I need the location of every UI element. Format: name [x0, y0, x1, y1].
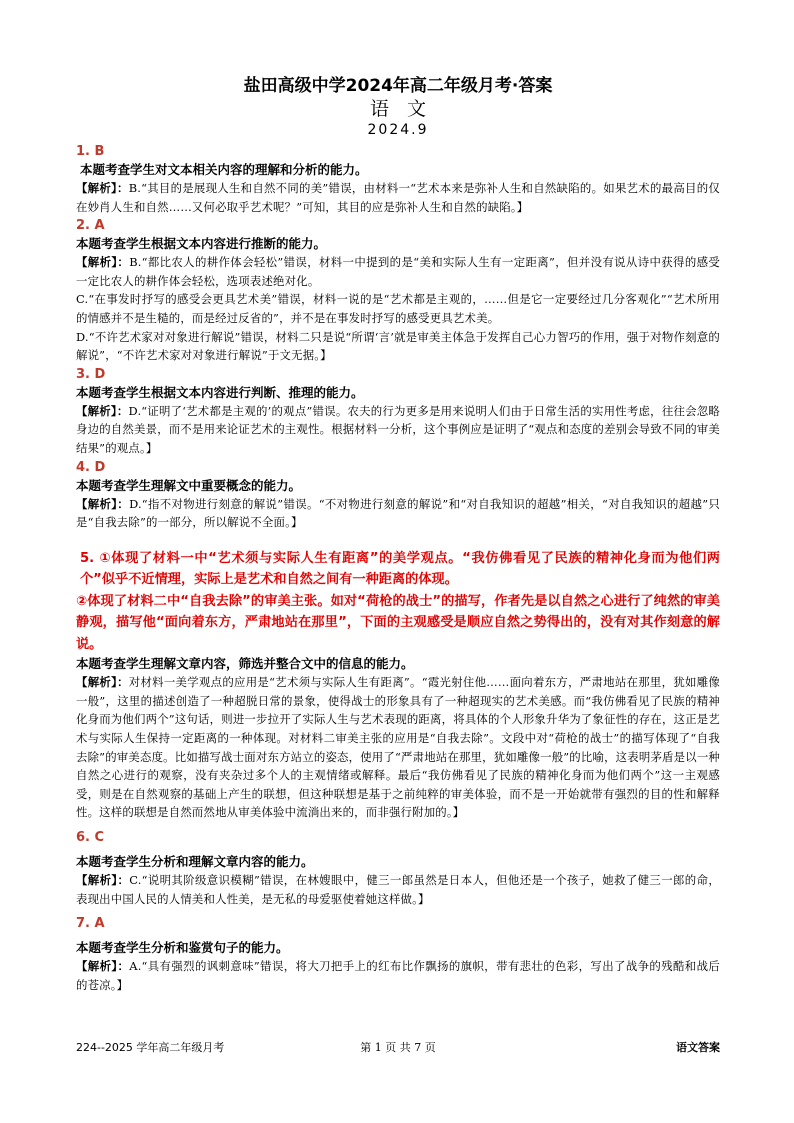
explanation: [76, 402, 720, 458]
explanation-tag: 【解析】：: [76, 255, 130, 270]
explanation-text: D.“证明了‘艺术都是主观的’的观点”错误。农夫的行为更多是用来说明人们由于日常生活的实用性考虑，往往会忽略身边的自然美景，而不是用来论证艺术的主观性。根据材料一分析，这个事例应是证明了“观点和态度的差别会导致不同的审美结果”的观点。】: [76, 403, 720, 455]
answer-5: [76, 548, 720, 656]
question-number: 2. A: [76, 218, 105, 234]
ability-statement: 本题考查学生理解文章内容，筛选并整合文中的信息的能力。: [76, 656, 414, 672]
explanation: [76, 673, 720, 822]
explanation: [76, 179, 720, 216]
subject-label: 语文: [369, 98, 444, 120]
question-4: [76, 458, 720, 532]
answer-page: [76, 72, 720, 994]
answer-5-point-2: ②体现了材料二中“自我去除”的审美主张。如对“荷枪的战士”的描写，作者先是以自然之心进行了纯然的审美静观，描写他“面向着东方，严肃地站在那里”，下面的主观感受是顺应自然之势得出的，没有对其作刻意的解说。: [76, 593, 720, 652]
question-1: [76, 142, 720, 216]
explanation: [76, 253, 720, 290]
explanation: [76, 871, 720, 908]
explanation-text: B.“其目的是展现人生和自然不同的美”错误，由材料一“艺术本来是弥补人生和自然缺陷的。如果艺术的最高目的仅在妙肖人生和自然……又何必取乎艺术呢？”可知，其目的应是弥补人生和自然的缺陷。】: [76, 181, 720, 214]
question-7: [76, 914, 720, 994]
explanation: [76, 495, 720, 532]
ability-statement: 本题考查学生根据文本内容进行判断、推理的能力。: [76, 384, 364, 400]
ability-statement: 本题考查学生分析和鉴赏句子的能力。: [76, 940, 289, 956]
footer-subject: 语文答案: [676, 1041, 720, 1054]
explanation-tag: 【解析】：: [76, 872, 130, 887]
question-number: 6. C: [76, 829, 105, 845]
footer-exam-name: 224--2025 学年高二年级月考: [76, 1041, 225, 1054]
explanation-option-d: D.“不许艺术家对对象进行解说”错误，材料二只是说“所谓‘言’就是审美主体急于发挥自己心力智巧的作用，强于对物作刻意的解说”，“不许艺术家对对象进行解说”于文无据。】: [76, 329, 720, 363]
question-3: [76, 365, 720, 458]
ability-statement: 本题考查学生理解文中重要概念的能力。: [76, 477, 302, 493]
exam-date: 2024.9: [367, 122, 429, 138]
explanation: [76, 957, 720, 994]
question-number: 4. D: [76, 459, 106, 475]
explanation-text: C.“说明其阶级意识模糊”错误，在林嫂眼中，健三一郎虽然是日本人，但他还是一个孩子，她救了健三一郎的命，表现出中国人民的人情美和人性美，是无私的母爱驱使着她这样做。】: [76, 872, 720, 906]
explanation-option-c: C.“在事发时抒写的感受会更具艺术美”错误，材料一说的是“艺术都是主观的，……但是它一定要经过几分客观化”“艺术所用的情感并不是生糙的，而是经过反省的”，并不是在事发时抒写的感受更具艺术美。: [76, 292, 720, 325]
explanation-tag: 【解析】：: [76, 181, 129, 195]
footer-page-number: 第 1 页 共 7 页: [360, 1041, 436, 1054]
explanation-text: B.“都比农人的耕作体会轻松”错误，材料一中提到的是“美和实际人生有一定距离”，但并没有说从诗中获得的感受一定比农人的耕作体会轻松，选项表述绝对化。: [76, 255, 720, 288]
explanation-text: A.“具有强烈的讽刺意味”错误，将大刀把手上的红布比作飘扬的旗帜，带有悲壮的色彩，写出了战争的残酷和战后的苍凉。】: [76, 959, 720, 992]
question-5: [76, 548, 720, 822]
explanation-text: 对材料一美学观点的应用是“艺术须与实际人生有距离”。“霞光射住他……面向着东方，严肃地站在那里，犹如雕像一般”，这里的描述创造了一种超脱日常的景象，使得战士的形象具有了一种超现实的艺术美感。而“我仿佛看见了民族的精神化身而为他们两个”这句话，则进一步拉开了实际人生与艺术表现的距离，将具体的个人形象升华为了象征性的存在，这正是艺术与实际人生保持一定距离的一种体现。对材料二审美主张的应用是“自我去除”。文段中对“荷枪的战士”的描写体现了“自我去除”的审美态度。比如描写战士面对东方站立的姿态，使用了“严肃地站在那里，犹如雕像一般”的比喻，这表明茅盾是以一种自然之心进行的观察，没有夹杂过多个人的主观情绪或解释。最后“我仿佛看见了民族的精神化身而为他们两个”这一主观感受，则是在自然观察的基础上产生的联想，但这种联想是基于之前纯粹的审美体验，而不是一开始就带有强烈的目的性和解释性。这样的联想是自然而然地从审美体验中流淌出来的，而非强行附加的。】: [76, 675, 720, 820]
answer-5-point-1: 5. ①体现了材料一中“艺术须与实际人生有距离”的美学观点。“我仿佛看见了民族的精神化身而为他们两个”似乎不近情理，实际上是艺术和自然之间有一种距离的体现。: [80, 550, 720, 588]
question-2: [76, 216, 720, 365]
explanation-tag: 【解析】：: [76, 675, 129, 690]
explanation-text: D.“指不对物进行刻意的解说”错误。“不对物进行刻意的解说”和“对自我知识的超越”相关，“对自我知识的超越”只是“自我去除”的一部分，所以解说不全面。】: [76, 496, 720, 530]
explanation-tag: 【解析】：: [76, 403, 129, 418]
explanation-tag: 【解析】：: [76, 496, 130, 511]
question-number: 3. D: [76, 366, 106, 382]
page-title: 盐田高级中学2024年高二年级月考·答案: [243, 76, 553, 96]
ability-statement: 本题考查学生对文本相关内容的理解和分析的能力。: [80, 162, 368, 177]
ability-statement: 本题考查学生根据文本内容进行推断的能力。: [76, 236, 327, 252]
explanation-tag: 【解析】：: [76, 959, 130, 974]
question-number: 7. A: [76, 916, 105, 932]
ability-statement: 本题考查学生分析和理解文章内容的能力。: [76, 853, 314, 869]
question-6: [76, 828, 720, 908]
question-number: 1. B: [76, 144, 105, 159]
